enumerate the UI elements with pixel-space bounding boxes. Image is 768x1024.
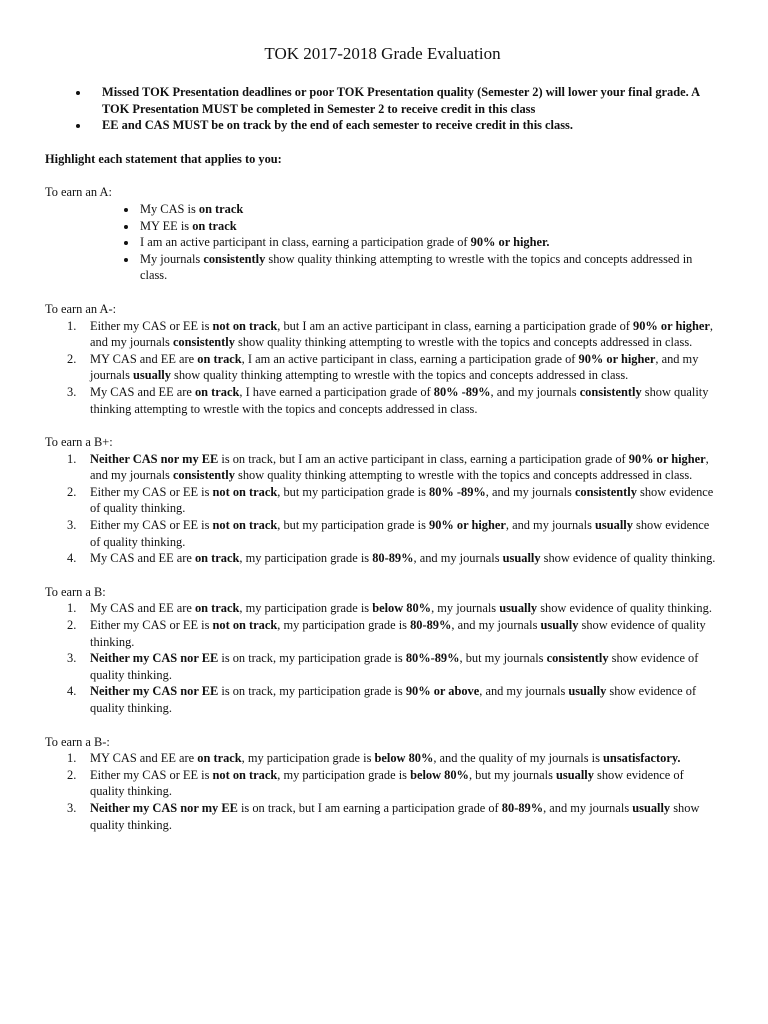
- item-number: 1.: [67, 601, 77, 616]
- criteria-item: [138, 251, 720, 284]
- text-run: Either my CAS or EE is: [90, 618, 213, 633]
- text-run: consistently: [203, 251, 266, 266]
- text-run: Neither CAS nor my EE: [90, 451, 219, 466]
- text-run: Neither my CAS nor EE: [90, 684, 219, 699]
- text-run: 90% or higher: [429, 518, 506, 533]
- text-run: below 80%: [372, 601, 432, 616]
- text-run: show evidence of quality thinking.: [537, 601, 712, 616]
- grade-section: [45, 434, 720, 567]
- text-run: usually: [632, 800, 671, 815]
- highlight-instruction: Highlight each statement that applies to you:: [45, 151, 282, 166]
- text-run: usually: [540, 618, 579, 633]
- criteria-item: [67, 550, 720, 567]
- criteria-item: [67, 318, 720, 351]
- text-run: usually: [502, 551, 541, 566]
- grade-section: [45, 301, 720, 417]
- criteria-item: [67, 683, 720, 716]
- text-run: , but my journals: [459, 651, 547, 666]
- text-run: Either my CAS or EE is: [90, 767, 213, 782]
- text-run: , and the quality of my journals is: [433, 751, 604, 766]
- criteria-item: [67, 484, 720, 517]
- text-run: , but I am an active participant in class, earning a participation grade of: [277, 318, 633, 333]
- text-run: on track: [194, 384, 240, 399]
- text-run: show evidence of quality thinking.: [90, 484, 714, 516]
- text-run: , and my journals: [505, 518, 596, 533]
- text-run: consistently: [172, 468, 235, 483]
- text-run: , and my journals: [543, 800, 633, 815]
- text-run: show evidence of quality thinking.: [90, 651, 699, 682]
- text-run: I am an active participant in class, earning a participation grade of: [140, 235, 471, 250]
- text-run: not on track: [212, 484, 278, 499]
- text-run: , my participation grade is: [277, 618, 411, 633]
- text-run: , my participation grade is: [239, 551, 373, 566]
- item-number: 2.: [67, 618, 77, 633]
- item-number: 1.: [67, 318, 77, 333]
- text-run: , and my journals: [479, 684, 569, 699]
- criteria-item: [67, 750, 720, 767]
- important-notes-list: [45, 84, 720, 134]
- criteria-item: [67, 800, 720, 833]
- text-run: 90% or higher: [628, 451, 706, 466]
- text-run: , but my participation grade is: [277, 518, 429, 533]
- criteria-item: [67, 767, 720, 800]
- grade-section: [45, 734, 720, 834]
- text-run: on track: [198, 201, 244, 216]
- text-run: consistently: [172, 335, 235, 350]
- text-run: on track: [194, 551, 240, 566]
- text-run: 80-89%: [501, 800, 544, 815]
- text-run: usually: [499, 601, 538, 616]
- text-run: , I have earned a participation grade of: [239, 384, 434, 399]
- text-run: show quality thinking.: [90, 800, 700, 832]
- criteria-item: [67, 600, 720, 617]
- text-run: 80% -89%: [429, 484, 486, 499]
- text-run: Neither my CAS nor EE: [90, 651, 219, 666]
- criteria-list: [45, 201, 720, 284]
- grade-section: [45, 584, 720, 717]
- text-run: show evidence of quality thinking.: [540, 551, 716, 566]
- text-run: My journals: [140, 251, 204, 266]
- text-run: not on track: [212, 518, 278, 533]
- text-run: 80%-89%: [405, 651, 460, 666]
- text-run: show quality thinking attempting to wrestle with the topics and concepts addressed in class.: [234, 335, 693, 350]
- text-run: unsatisfactory.: [603, 751, 681, 766]
- criteria-item: [67, 650, 720, 683]
- grade-section: [45, 184, 720, 284]
- text-run: , my participation grade is: [277, 767, 411, 782]
- item-number: 3.: [67, 651, 77, 666]
- text-run: show quality thinking attempting to wrestle with the topics and concepts addressed in class.: [140, 251, 693, 283]
- text-run: consistently: [546, 651, 609, 666]
- text-run: on track: [197, 351, 242, 366]
- item-number: 2.: [67, 767, 77, 782]
- text-run: not on track: [212, 318, 278, 333]
- text-run: 80-89%: [410, 618, 452, 633]
- text-run: show evidence of quality thinking.: [90, 618, 706, 649]
- item-number: 4.: [67, 551, 77, 566]
- note-item: [90, 84, 720, 117]
- text-run: 80-89%: [372, 551, 414, 566]
- text-run: usually: [133, 368, 171, 383]
- text-run: Either my CAS or EE is: [90, 518, 213, 533]
- text-run: 80% -89%: [433, 384, 491, 399]
- text-run: show quality thinking attempting to wrestle with the topics and concepts addressed in class.: [90, 384, 709, 416]
- criteria-list: [45, 750, 720, 833]
- text-run: , and my journals: [90, 451, 709, 483]
- text-run: , my participation grade is: [239, 601, 373, 616]
- text-run: consistently: [574, 484, 637, 499]
- text-run: EE and CAS MUST be on track by the end of each semester to receive credit in this class.: [102, 118, 573, 133]
- criteria-item: [138, 234, 720, 251]
- text-run: , but my journals: [468, 767, 557, 782]
- text-run: 90% or higher.: [470, 235, 550, 250]
- text-run: on track: [192, 218, 237, 233]
- text-run: usually: [556, 767, 594, 782]
- item-number: 1.: [67, 451, 77, 466]
- criteria-item: [67, 617, 720, 650]
- section-heading: To earn a B-:: [45, 734, 110, 749]
- section-heading: To earn a B+:: [45, 435, 113, 450]
- text-run: My CAS is: [140, 201, 199, 216]
- text-run: , and my journals: [90, 351, 699, 383]
- text-run: , my journals: [431, 601, 500, 616]
- criteria-item: [138, 218, 720, 235]
- page-title: TOK 2017-2018 Grade Evaluation: [264, 44, 501, 63]
- text-run: show quality thinking attempting to wrestle with the topics and concepts addressed in class.: [234, 468, 693, 483]
- text-run: MY CAS and EE are: [90, 751, 198, 766]
- text-run: is on track, but I am earning a participation grade of: [237, 800, 502, 815]
- text-run: My CAS and EE are: [90, 601, 195, 616]
- item-number: 4.: [67, 684, 77, 699]
- text-run: MY CAS and EE are: [90, 351, 198, 366]
- text-run: , and my journals: [90, 318, 713, 350]
- text-run: on track: [194, 601, 240, 616]
- text-run: not on track: [212, 767, 278, 782]
- criteria-item: [67, 384, 720, 417]
- criteria-list: [45, 600, 720, 716]
- section-heading: To earn an A-:: [45, 301, 117, 316]
- criteria-item: [67, 517, 720, 550]
- text-run: My CAS and EE are: [90, 551, 195, 566]
- text-run: , I am an active participant in class, earning a participation grade of: [241, 351, 579, 366]
- text-run: , and my journals: [485, 484, 575, 499]
- criteria-item: [67, 451, 720, 484]
- criteria-list: [45, 451, 720, 567]
- text-run: usually: [595, 518, 633, 533]
- text-run: , but my participation grade is: [277, 484, 429, 499]
- text-run: , my participation grade is: [241, 751, 375, 766]
- text-run: Either my CAS or EE is: [90, 318, 213, 333]
- text-run: 90% or higher: [578, 351, 656, 366]
- text-run: 90% or higher: [633, 318, 710, 333]
- text-run: below 80%: [410, 767, 469, 782]
- grade-sections: [45, 184, 720, 833]
- section-heading: To earn a B:: [45, 584, 106, 599]
- text-run: MY EE is: [140, 218, 193, 233]
- text-run: usually: [568, 684, 607, 699]
- text-run: below 80%: [374, 751, 434, 766]
- item-number: 2.: [67, 484, 77, 499]
- item-number: 3.: [67, 384, 77, 399]
- item-number: 3.: [67, 518, 77, 533]
- text-run: consistently: [579, 384, 642, 399]
- text-run: , and my journals: [451, 618, 541, 633]
- note-item: [90, 117, 720, 134]
- text-run: My CAS and EE are: [90, 384, 195, 399]
- item-number: 1.: [67, 751, 77, 766]
- text-run: show evidence of quality thinking.: [90, 518, 710, 549]
- text-run: is on track, but I am an active participant in class, earning a participation grade of: [218, 451, 629, 466]
- text-run: show quality thinking attempting to wrestle with the topics and concepts addressed in class.: [170, 368, 629, 383]
- text-run: on track: [197, 751, 242, 766]
- text-run: , and my journals: [490, 384, 580, 399]
- section-heading: To earn an A:: [45, 185, 112, 200]
- criteria-item: [67, 351, 720, 384]
- text-run: Either my CAS or EE is: [90, 484, 213, 499]
- text-run: is on track, my participation grade is: [218, 651, 406, 666]
- item-number: 2.: [67, 351, 77, 366]
- text-run: not on track: [212, 618, 278, 633]
- text-run: is on track, my participation grade is: [218, 684, 406, 699]
- text-run: , and my journals: [413, 551, 503, 566]
- criteria-item: [138, 201, 720, 218]
- text-run: Missed TOK Presentation deadlines or poor TOK Presentation quality (Semester 2) will lower your final grade. A TOK Presentation MUST be completed in Semester 2 to receive credit in this class: [102, 85, 700, 116]
- criteria-list: [45, 318, 720, 418]
- item-number: 3.: [67, 800, 77, 815]
- text-run: show evidence of quality thinking.: [90, 767, 684, 799]
- text-run: 90% or above: [405, 684, 480, 699]
- text-run: show evidence of quality thinking.: [90, 684, 697, 715]
- text-run: Neither my CAS nor my EE: [90, 800, 238, 815]
